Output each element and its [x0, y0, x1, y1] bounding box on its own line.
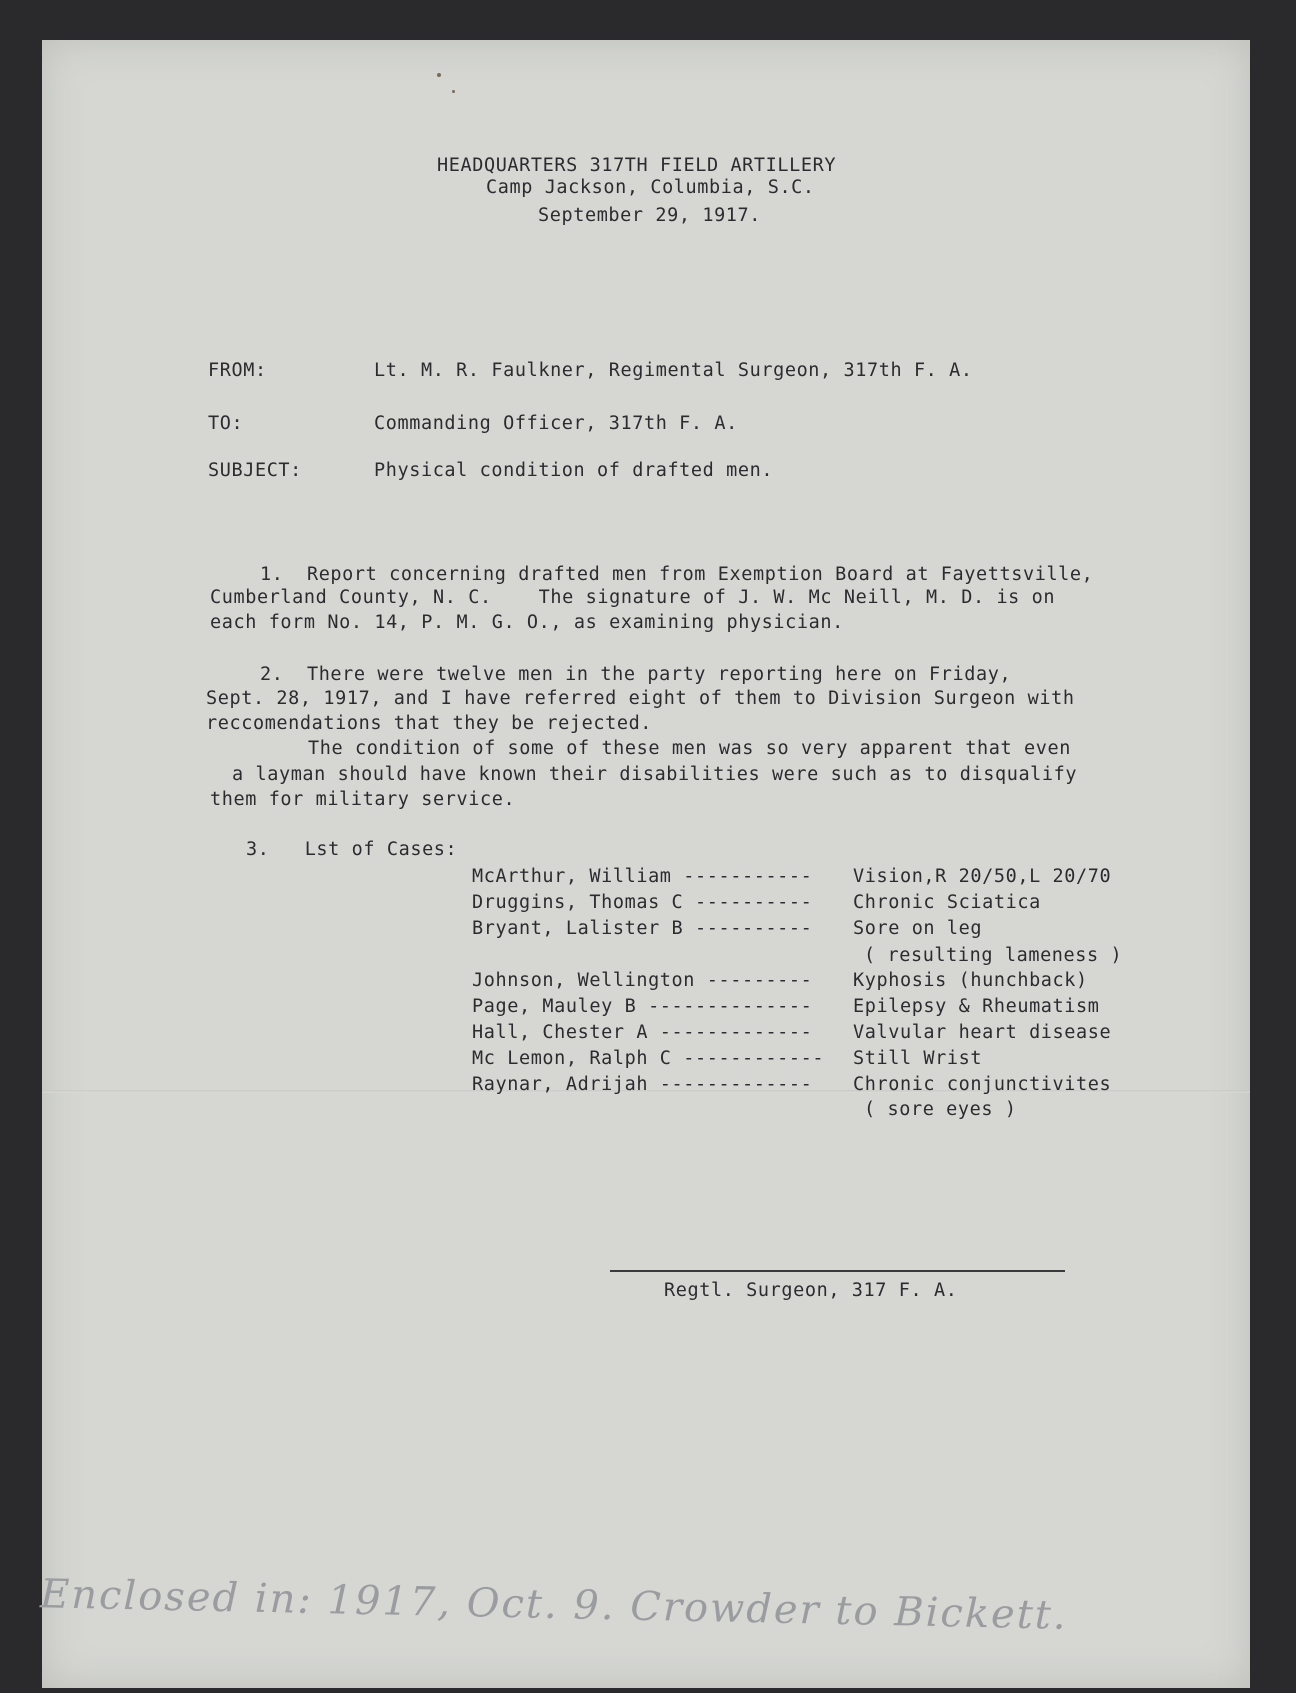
para1-line2: Cumberland County, N. C. The signature of J. W. Mc Neill, M. D. is on — [210, 587, 1056, 608]
handwritten-note: Enclosed in: 1917, Oct. 9. Crowder to Bickett. — [39, 1571, 1069, 1639]
from-label: FROM: — [208, 360, 267, 381]
case-condition-6: Valvular heart disease — [853, 1022, 1112, 1043]
case-name-5: Page, Mauley B -------------- — [472, 996, 813, 1017]
para2-line6: them for military service. — [210, 789, 516, 810]
case-name-6: Hall, Chester A ------------- — [472, 1022, 813, 1043]
para1-line3: each form No. 14, P. M. G. O., as examining physician. — [210, 612, 844, 633]
case-condition-2: Chronic Sciatica — [853, 892, 1041, 913]
para1-line1: 1. Report concerning drafted men from Exemption Board at Fayettsville, — [260, 564, 1094, 585]
header-line-2: Camp Jackson, Columbia, S.C. — [486, 177, 815, 198]
case-name-7: Mc Lemon, Ralph C ------------ — [472, 1048, 825, 1069]
subject-label: SUBJECT: — [208, 460, 302, 481]
para2-line3: reccomendations that they be rejected. — [206, 713, 653, 734]
case-name-3: Bryant, Lalister B ---------- — [472, 918, 813, 939]
signature-title: Regtl. Surgeon, 317 F. A. — [664, 1280, 958, 1301]
header-line-1: HEADQUARTERS 317TH FIELD ARTILLERY — [437, 155, 837, 176]
case-name-1: McArthur, William ----------- — [472, 866, 813, 887]
to-value: Commanding Officer, 317th F. A. — [374, 413, 738, 434]
case-condition-1: Vision,R 20/50,L 20/70 — [853, 866, 1112, 887]
header-date: September 29, 1917. — [538, 205, 762, 226]
document-page — [39, 40, 1250, 1688]
case-name-2: Druggins, Thomas C ---------- — [472, 892, 813, 913]
from-value: Lt. M. R. Faulkner, Regimental Surgeon, 317th F. A. — [374, 360, 973, 381]
signature-line — [610, 1270, 1065, 1272]
case-name-4: Johnson, Wellington --------- — [472, 970, 813, 991]
para2-line2: Sept. 28, 1917, and I have referred eight of them to Division Surgeon with — [206, 688, 1075, 709]
para2-line1: 2. There were twelve men in the party reporting here on Friday, — [260, 664, 1012, 685]
case-condition-3: Sore on leg — [853, 918, 983, 939]
case-note-3: ( resulting lameness ) — [864, 945, 1123, 966]
case-condition-8: Chronic conjunctivites — [853, 1074, 1112, 1095]
case-condition-5: Epilepsy & Rheumatism — [853, 996, 1100, 1017]
paper-speck — [452, 90, 455, 93]
case-condition-4: Kyphosis (hunchback) — [853, 970, 1088, 991]
paper-speck — [437, 73, 441, 77]
case-condition-7: Still Wrist — [853, 1048, 983, 1069]
para2-line4: The condition of some of these men was so very apparent that even — [308, 738, 1071, 759]
para2-line5: a layman should have known their disabilities were such as to disqualify — [232, 764, 1078, 785]
subject-value: Physical condition of drafted men. — [374, 460, 774, 481]
case-note-8: ( sore eyes ) — [864, 1099, 1017, 1120]
to-label: TO: — [208, 413, 244, 434]
case-name-8: Raynar, Adrijah ------------- — [472, 1074, 813, 1095]
cases-heading: 3. Lst of Cases: — [246, 839, 458, 860]
